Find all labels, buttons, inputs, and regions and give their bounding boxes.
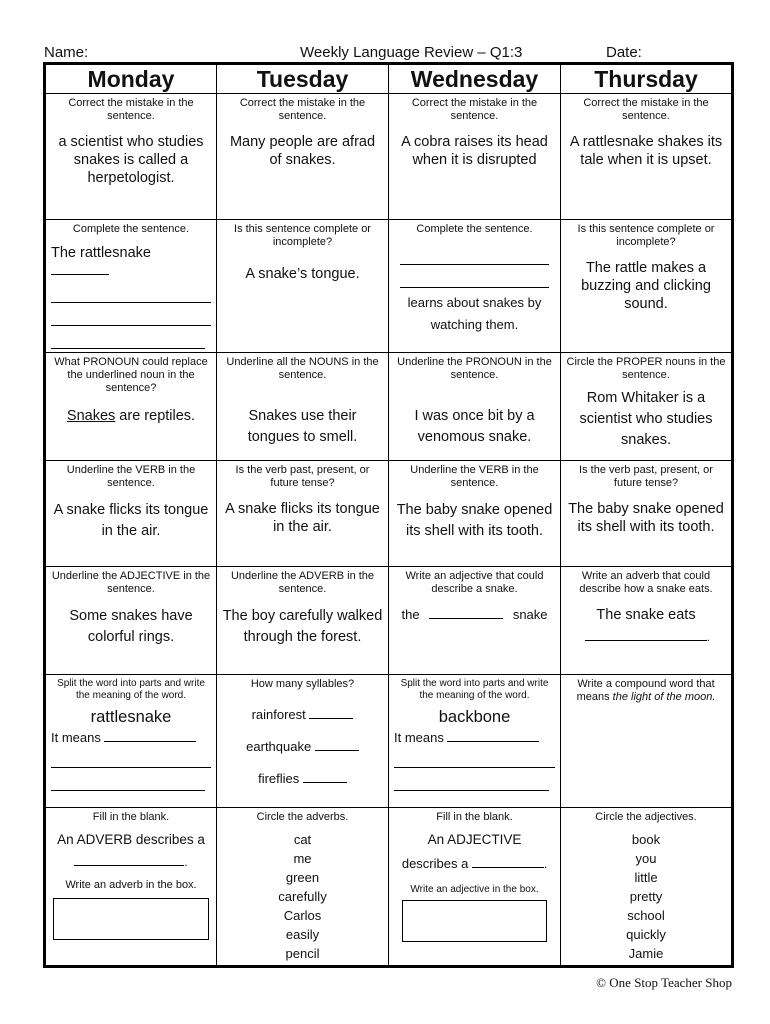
answer-blank[interactable] — [315, 738, 359, 751]
copyright-footer: © One Stop Teacher Shop — [596, 975, 732, 990]
cell-r4-wednesday — [389, 461, 561, 567]
list-item[interactable]: pencil — [285, 946, 320, 961]
cell-r4-thursday — [561, 461, 733, 567]
instruction: Circle the adjectives. — [595, 811, 697, 823]
word-list — [566, 830, 726, 963]
list-item[interactable]: you — [635, 851, 657, 866]
cell-r6-tuesday — [217, 675, 389, 808]
sentence: The snake eats — [596, 607, 696, 623]
list-item[interactable]: book — [631, 832, 661, 847]
cell-r3-monday — [45, 353, 217, 461]
answer-blank[interactable] — [51, 262, 109, 275]
instruction: Is the verb past, present, or future tense? — [579, 464, 713, 489]
cell-r3-thursday — [561, 353, 733, 461]
cell-r3-tuesday — [217, 353, 389, 461]
instruction: Is this sentence complete or incomplete? — [234, 223, 371, 248]
answer-blank[interactable] — [472, 855, 544, 868]
list-item[interactable]: Carlos — [283, 908, 322, 923]
sentence: The boy carefully walked through the forest. — [222, 608, 383, 645]
sentence: A snake’s tongue. — [245, 266, 360, 282]
sentence — [51, 407, 211, 425]
cell-r6-thursday — [561, 675, 733, 808]
review-grid — [43, 62, 734, 968]
instruction-italic: the light of the moon. — [612, 691, 716, 703]
list-item[interactable]: green — [285, 870, 320, 885]
sentence: A snake flicks its tongue in the air. — [225, 501, 380, 535]
answer-line[interactable] — [51, 749, 211, 768]
list-item[interactable]: cat — [293, 832, 312, 847]
day-header-thursday: Thursday — [561, 64, 733, 94]
cell-r5-thursday — [561, 567, 733, 675]
answer-box[interactable] — [53, 898, 209, 940]
cell-r1-tuesday — [217, 94, 389, 220]
meaning-line — [394, 729, 555, 745]
answer-area: . — [566, 628, 726, 646]
cell-r1-wednesday — [389, 94, 561, 220]
date-label: Date: — [606, 44, 642, 61]
instruction: Correct the mistake in the sentence. — [411, 97, 538, 122]
sentence: a scientist who studies snakes is called a herpetologist. — [58, 134, 204, 186]
list-item[interactable]: quickly — [626, 927, 666, 942]
sentence: An ADVERB describes a — [57, 832, 205, 847]
answer-blank[interactable] — [585, 628, 707, 641]
cell-r3-wednesday — [389, 353, 561, 461]
box-instruction: Write an adjective in the box. — [410, 884, 539, 895]
syllable-list — [222, 699, 383, 795]
list-item[interactable]: carefully — [278, 889, 327, 904]
cell-r7-tuesday — [217, 808, 389, 967]
cell-r1-monday — [45, 94, 217, 220]
cell-r2-tuesday — [217, 220, 389, 353]
instruction: Fill in the blank. — [436, 811, 513, 823]
meaning-line — [51, 729, 211, 745]
list-item[interactable]: school — [627, 908, 665, 923]
instruction: Circle the adverbs. — [256, 811, 349, 823]
instruction: Underline the VERB in the sentence. — [66, 464, 196, 489]
sentence: A cobra raises its head when it is disrupted — [401, 134, 548, 168]
cell-r5-wednesday — [389, 567, 561, 675]
target-word: rattlesnake — [90, 708, 172, 726]
instruction — [566, 678, 726, 704]
sentence: Many people are afrad of snakes. — [229, 134, 376, 168]
instruction: What PRONOUN could replace the underlined noun in the sentence? — [54, 356, 208, 394]
answer-line[interactable] — [394, 749, 555, 768]
sentence: The rattle makes a buzzing and clicking sound. — [581, 260, 711, 312]
answer-area: . — [51, 853, 211, 871]
cell-r7-wednesday — [389, 808, 561, 967]
instruction: Underline all the NOUNS in the sentence. — [226, 356, 379, 381]
sentence-post: snake — [512, 607, 548, 622]
sentence-line-1: An ADJECTIVE — [427, 832, 522, 847]
cell-r7-thursday — [561, 808, 733, 967]
sentence: The baby snake opened its shell with its tooth. — [568, 501, 724, 535]
instruction: Circle the PROPER nouns in the sentence. — [566, 356, 726, 381]
answer-blank[interactable] — [429, 606, 503, 619]
sentence: A snake flicks its tongue in the air. — [53, 502, 209, 539]
cell-r2-thursday — [561, 220, 733, 353]
cell-r1-thursday — [561, 94, 733, 220]
answer-line[interactable] — [51, 330, 205, 349]
instruction: Underline the ADVERB in the sentence. — [230, 570, 375, 595]
answer-line[interactable] — [51, 284, 211, 303]
list-item[interactable]: easily — [285, 927, 320, 942]
instruction-text: Write a compound word that means — [576, 678, 715, 703]
day-header-monday: Monday — [45, 64, 217, 94]
answer-blank[interactable] — [309, 706, 353, 719]
instruction: Is this sentence complete or incomplete? — [577, 223, 715, 248]
syllable-item: earthquake — [222, 731, 383, 763]
sentence: The baby snake opened its shell with its tooth. — [396, 502, 553, 539]
answer-blank[interactable] — [303, 770, 347, 783]
list-item[interactable]: little — [634, 870, 658, 885]
answer-line[interactable] — [400, 269, 549, 288]
box-instruction: Write an adverb in the box. — [65, 879, 197, 891]
cell-r4-monday — [45, 461, 217, 567]
answer-line[interactable] — [394, 772, 549, 791]
answer-line[interactable] — [400, 246, 549, 265]
cell-r6-wednesday — [389, 675, 561, 808]
cell-r2-monday — [45, 220, 217, 353]
meaning-label: It means — [394, 730, 444, 745]
sentence-start: The rattlesnake — [51, 245, 151, 261]
list-item[interactable]: me — [293, 851, 312, 866]
instruction: Underline the PRONOUN in the sentence. — [397, 356, 552, 381]
instruction: Complete the sentence. — [416, 223, 533, 235]
sentence: learns about snakes by watching them. — [407, 295, 542, 332]
instruction: Correct the mistake in the sentence. — [583, 97, 709, 122]
answer-line[interactable] — [51, 772, 205, 791]
cell-r7-monday — [45, 808, 217, 967]
answer-blank[interactable] — [74, 853, 184, 866]
instruction: Complete the sentence. — [72, 223, 190, 235]
answer-box[interactable] — [402, 900, 547, 942]
word-list — [222, 830, 383, 963]
cell-r5-monday — [45, 567, 217, 675]
instruction: Write an adverb that could describe how a snake eats. — [579, 570, 713, 595]
sentence-line-2: describes a . — [401, 856, 548, 871]
list-item[interactable]: pretty — [629, 889, 663, 904]
list-item[interactable]: Jamie — [628, 946, 664, 961]
syllable-item: fireflies — [222, 763, 383, 795]
instruction: Write an adjective that could describe a snake. — [405, 570, 544, 595]
instruction: Is the verb past, present, or future tense? — [235, 464, 370, 489]
sentence: Some snakes have colorful rings. — [69, 608, 193, 645]
sentence: A rattlesnake shakes its tale when it is upset. — [569, 134, 723, 168]
answer-blank[interactable] — [447, 729, 539, 742]
underlined-noun: Snakes — [66, 408, 116, 424]
cell-r5-tuesday — [217, 567, 389, 675]
instruction: Underline the VERB in the sentence. — [410, 464, 539, 489]
worksheet-title: Weekly Language Review – Q1:3 — [300, 44, 523, 61]
instruction: Correct the mistake in the sentence. — [239, 97, 366, 122]
sentence: Rom Whitaker is a scientist who studies snakes. — [579, 390, 713, 448]
day-header-tuesday: Tuesday — [217, 64, 389, 94]
instruction: How many syllables? — [250, 678, 355, 690]
sentence: Snakes use their tongues to smell. — [247, 408, 358, 445]
name-label: Name: — [44, 44, 89, 61]
cell-r4-tuesday — [217, 461, 389, 567]
answer-blank[interactable] — [104, 729, 196, 742]
sentence — [394, 606, 555, 624]
instruction: Correct the mistake in the sentence. — [68, 97, 194, 122]
answer-line[interactable] — [51, 307, 211, 326]
instruction: Fill in the blank. — [92, 811, 170, 823]
syllable-item: rainforest — [222, 699, 383, 731]
instruction: Split the word into parts and write the meaning of the word. — [57, 678, 205, 701]
target-word: backbone — [438, 708, 511, 726]
sentence: I was once bit by a venomous snake. — [414, 408, 535, 445]
cell-r6-monday — [45, 675, 217, 808]
day-header-wednesday: Wednesday — [389, 64, 561, 94]
sentence-rest: are reptiles. — [115, 408, 196, 424]
sentence-pre: the — [401, 607, 420, 622]
meaning-label: It means — [51, 730, 101, 745]
instruction: Split the word into parts and write the meaning of the word. — [400, 678, 549, 701]
instruction: Underline the ADJECTIVE in the sentence. — [51, 570, 211, 595]
cell-r2-wednesday — [389, 220, 561, 353]
sentence — [51, 244, 211, 280]
